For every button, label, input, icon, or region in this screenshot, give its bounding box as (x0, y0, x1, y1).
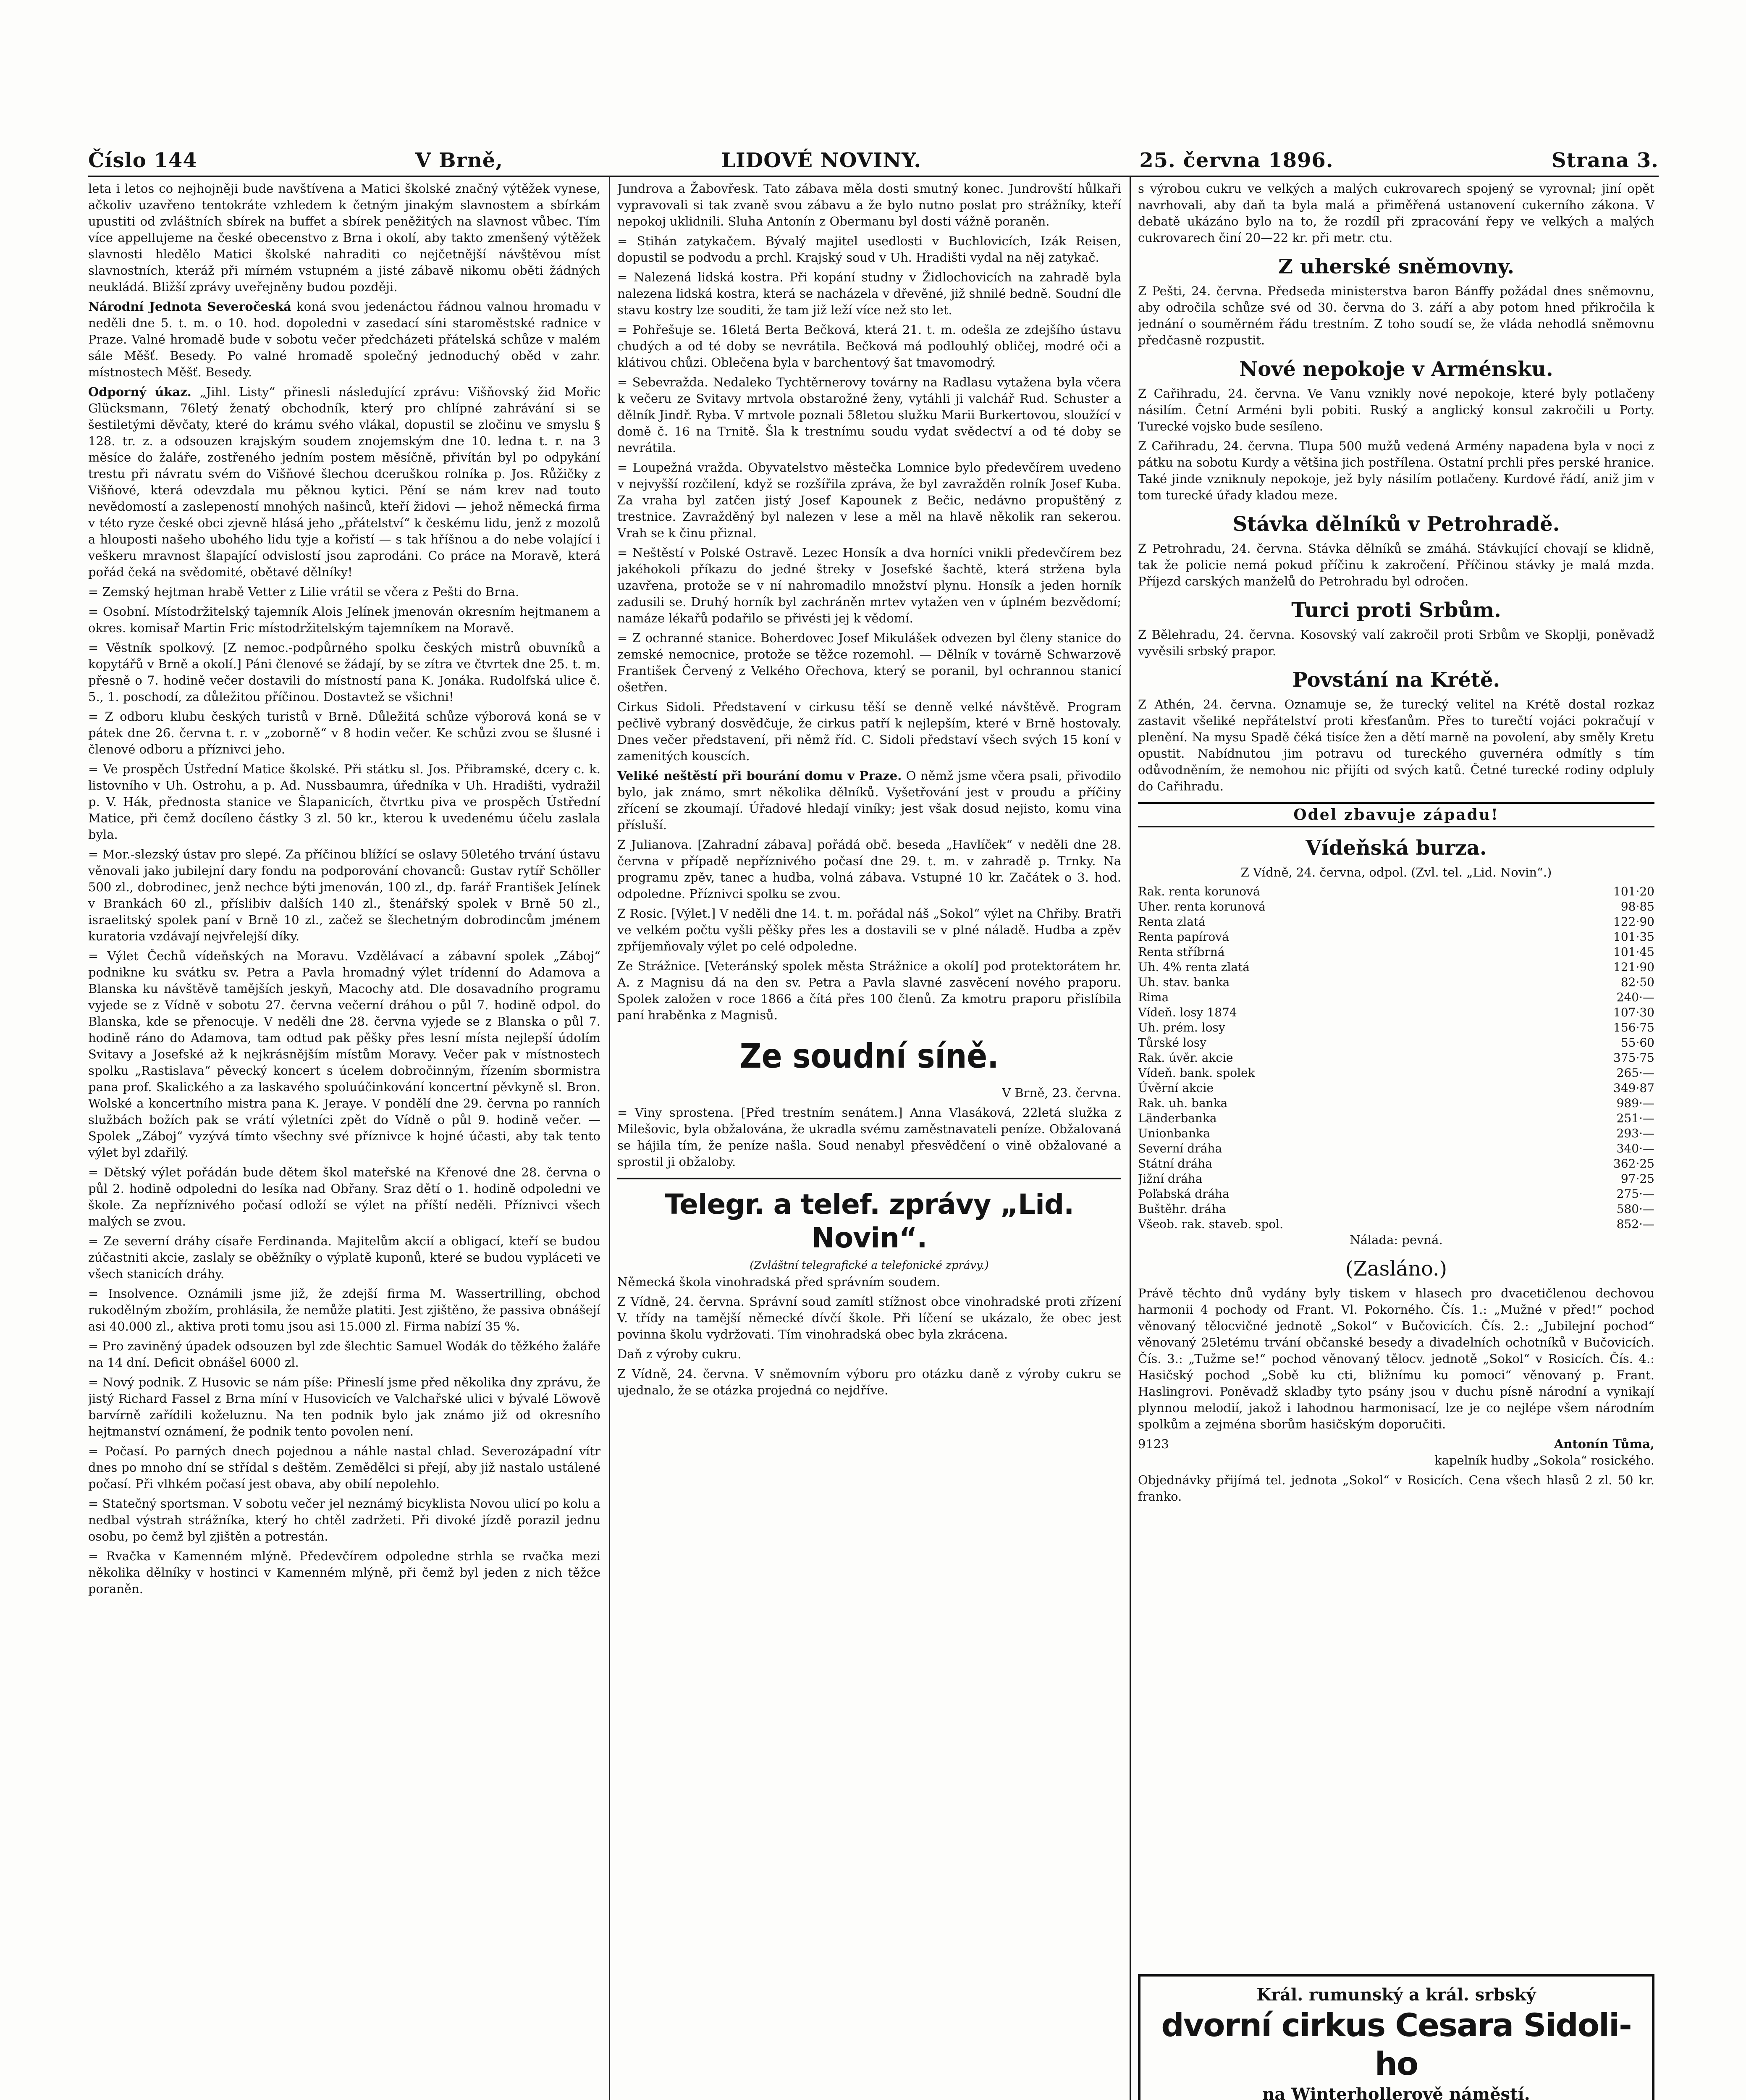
market-row (1138, 945, 1654, 960)
newspaper-title: LIDOVÉ NOVINY. (721, 149, 921, 172)
article-zatykac: = Stihán zatykačem. Bývalý majitel usedlosti v Buchlovicích, Izák Reisen, dopustil se podvodu a prchl. Krajský soud v Uh. Hradišti vydal na něj zatykač. (617, 234, 1121, 265)
article-pochody: Právě těchto dnů vydány byly tiskem v hlasech pro dvacetičlenou dechovou harmonii 4 pochody od Frant. Vl. Pokorného. Čís. 1.: „Mužné v před!“ pochod věnovaný tělocvičné jednotě „Sokol“ v Bučovicích. Čís. 2.: „Jubilejní pochod“ věnovaný 25letému trvání občanské besedy a divadelních ochotníků v Bučovicích. Čís. 3.: „Tužme se!“ pochod věnovaný tělocv. jednotě „Sokol“ v Rosicích. Čís. 4.: Hasičský pochod „Sobě ku cti, bližnímu ku pomoci“ věnovaný p. Frant. Haslingrovi. Poněvadž skladby tyto psány jsou v duchu písně národní a vynikají plynnou melodií, jakož i lahodnou harmonisací, lze je co nejlépe všem národním spolkům a zejména sborům hasičským doporučiti. (1138, 1286, 1654, 1431)
heading-turci-srbum: Turci proti Srbům. (1291, 598, 1501, 622)
article-rvacka: = Rvačka v Kamenném mlýně. Předevčírem odpoledne strhla se rvačka mezi několika dělníky v hostinci v Kamenném mlýně, při čemž byl jeden z nich těžce poraněn. (88, 1549, 600, 1596)
article-jundrov: Jundrova a Žabovřesk. Tato zábava měla dosti smutný konec. Jundrovští hůlkaři vypravovali si tak zvaně svou zábavu a že bylo nutno poslat pro strážníky, kteří nepokoj uklidnili. Sluha Antonín z Obermanu byl dosti vážně poraněn. (617, 181, 1121, 228)
article-uherska-snemovna: Z Pešti, 24. června. Předseda ministerstva baron Bánffy požádal dnes sněmovnu, aby odročila schůze své od 30. června do 3. září a aby potom hned přikročila k jednání o souměrném řádu trestním. Z toho soudí se, že vláda nehodlá sněmovnu předčasně rozpustit. (1138, 284, 1654, 347)
column-3 (1138, 181, 1654, 1966)
article-cukr-pokr: s výrobou cukru ve velkých a malých cukrovarech spojený se vyrovnal; jiní opět navrhovali, aby daň ta byla malá a přiměřená ustanovení cukerního zákona. V debatě ukázáno bylo na to, že rozdíl při zpracování řepy ve velkých a malých cukrovarech činí 20—22 kr. při metr. ctu. (1138, 181, 1654, 245)
column-divider-1 (609, 176, 610, 2100)
market-security-price: 156·75 (1613, 1021, 1654, 1034)
market-security-price: 375·75 (1613, 1051, 1654, 1065)
article-ochranna-stanice: = Z ochranné stanice. Boherdovec Josef Mikulášek odvezen byl členy stanice do zemské nemocnice, protože se těžce rozemohl. — Dělník v továrně Schwarzově František Červený z Velkého Ořechova, který se poranil, byl ochrannou stanicí ošetřen. (617, 631, 1121, 694)
market-security-price: 121·90 (1613, 960, 1654, 974)
market-note: Nálada: pevná. (1350, 1233, 1443, 1247)
market-security-name: Severní dráha (1138, 1142, 1222, 1155)
market-row (1138, 899, 1654, 914)
market-row (1138, 975, 1654, 990)
market-security-name: Uh. stav. banka (1138, 975, 1230, 989)
market-security-name: Uh. prém. losy (1138, 1021, 1225, 1034)
market-security-price: 349·87 (1613, 1081, 1654, 1095)
market-row (1138, 1171, 1654, 1186)
market-security-name: Renta papírová (1138, 930, 1229, 944)
article-pocasi: = Počasí. Po parných dnech pojednou a náhle nastal chlad. Severozápadní vítr dnes po mnoho dní se střídal s deštěm. Zemědělci si přejí, aby již nastalo ustálené počasí. Při vlhkém počasí jest obava, aby obilí nepolehlo. (88, 1444, 600, 1491)
market-row (1138, 1020, 1654, 1035)
article-dan-cukru: Z Vídně, 24. června. V sněmovním výboru pro otázku daně z výroby cukru se ujednalo, že se otázka projedná co nejdříve. (617, 1367, 1121, 1397)
article-straznice: Ze Strážnice. [Veteránský spolek města Strážnice a okolí] pod protektorátem hr. A. z Magnisu dá na den sv. Petra a Pavla slavné zasvěcení nového praporu. Spolek založen v roce 1866 a čítá přes 100 členů. Za kmotru praporu přislíbila paní hraběnka z Magnisů. (617, 959, 1121, 1022)
market-row (1138, 884, 1654, 899)
article-upadek: = Pro zaviněný úpadek odsouzen byl zde šlechtic Samuel Wodák do těžkého žaláře na 14 dní. Deficit obnášel 6000 zl. (88, 1339, 600, 1370)
article-osobni: = Osobní. Místodržitelský tajemník Alois Jelínek jmenován okresním hejtmanem a okres. komisař Martin Fric místodržitelským tajemníkem na Moravě. (88, 604, 600, 635)
market-row (1138, 1035, 1654, 1050)
market-security-price: 362·25 (1613, 1157, 1654, 1171)
market-security-price: 989·— (1616, 1096, 1654, 1110)
article-stavka: Z Petrohradu, 24. června. Stávka dělníků se zmáhá. Stávkující chovají se klidně, tak že policie nemá pokud příčinu k zakročení. Příčinou stávky je malá mzda. Příjezd carských manželů do Petrohradu byl odročen. (1138, 541, 1654, 588)
circus-advertisement (1138, 1974, 1654, 2100)
column-divider-2 (1130, 176, 1131, 2100)
article-sebevrazda: = Sebevražda. Nedaleko Tychtěrnerovy továrny na Radlasu vytažena byla včera k večeru ze Svitavy mrtvola obstarožné ženy, vytáhli ji valchář Rud. Schuster a dělník Jindř. Ryba. V mrtvole poznali 58letou služku Marii Burkertovou, sloužící v domě č. 16 na Trnitě. Šla k trestnímu soudu vydat svědectví a od té doby se nevrátila. (617, 375, 1121, 455)
signature-role: kapelník hudby „Sokola“ rosického. (1434, 1453, 1654, 1467)
article-turiste: = Z odboru klubu českých turistů v Brně. Důležitá schůze výborová koná se v pátek dne 26. června t. r. v „zoborně“ v 8 hodin večer. Ke schůzi zvou se šlusné i členové odboru a příznivci jeho. (88, 709, 600, 756)
market-table (1138, 884, 1654, 1232)
article-matice: leta i letos co nejhojněji bude navštívena a Matici školské značný výtěžek vynese, ačkoliv uzavřeno tentokráte vzhledem k četným jinakým slavnostem a sbírkám upustiti od zvláštních sbírek na buffet a sbírek peněžitých na slavnost vůbec. Tím více appellujeme na české obecenstvo z Brna i okolí, aby takto zmenšený výtěžek slavnosti hledělo Matici školské nahraditi co nejčetnější návštěvou míst slavnostních, kteráž při mírném vstupném a jisté zábavě nikomu oběti žádných neukládá. Bližší zprávy uveřejněny budou později. (88, 181, 600, 294)
article-ustav-slepe: = Mor.-slezský ústav pro slepé. Za příčinou blížící se oslavy 50letého trvání ústavu věnovali jako jubilejní dary fondu na podporování chovanců: Gustav rytíř Schöller 500 zl., dobrodinec, jenž nechce býti jmenován, 100 zl., dp. farář František Jelínek v Brankách 60 zl., příslibiv dalších 140 zl., štenářský spolek v Brně 50 zl., israelitský spolek paní v Brně 10 zl., začež se šlechetným dobrodincům jménem kuratoria vzdávají nejvřelejší díky. (88, 847, 600, 943)
market-security-price: 122·90 (1613, 915, 1654, 929)
market-row (1138, 1186, 1654, 1202)
heading-dan-cukru: Daň z výroby cukru. (617, 1347, 742, 1361)
article-julianov: Z Julianova. [Zahradní zábava] pořádá obč. beseda „Havlíček“ v neděli dne 28. června v případě nepříznivého počasí dne 29. t. m. v zahradě p. Trnky. Na programu zpěv, tanec a hudba, volná zábava. Vstupné 10 kr. Začátek o 3. hod. odpoledne. Příznivci spolku se zvou. (617, 837, 1121, 901)
market-security-name: Renta zlatá (1138, 915, 1206, 929)
article-hejtman: = Zemský hejtman hrabě Vetter z Lilie vrátil se včera z Pešti do Brna. (88, 585, 519, 599)
market-security-price: 265·— (1616, 1066, 1654, 1080)
market-row (1138, 914, 1654, 929)
market-security-name: Uher. renta korunová (1138, 900, 1266, 914)
article-kostra: = Nalezená lidská kostra. Při kopání studny v Židlochovicích na zahradě byla nalezena lidská kostra, která se nacházela v dřevěné, již shnilé bedně. Soudní dle stavu kostry lze souditi, že tam již leží více než sto let. (617, 270, 1121, 317)
market-security-price: 107·30 (1613, 1005, 1654, 1019)
article-bourani: Veliké neštěstí při bourání domu v Praze. O němž jsme včera psali, přivodilo bylo, jak známo, smrt několika dělníků. Vyšetřování jest v proudu a příčiny zřícení se zkoumají. Úřadové hledají viníky; jest však dosud nejisto, komu vina přísluší. (617, 769, 1121, 832)
article-prospech-matice: = Ve prospěch Ústřední Matice školské. Při státku sl. Jos. Přibramské, dcery c. k. listovního v Uh. Ostrohu, a p. Ad. Nussbaumra, úředníka v Uh. Hradišti, vydražil p. V. Hák, přednosta stanice ve Šlapanicích, čtvrtku piva ve prospěch Ústřední Matice, při čemž docíleno částky 3 zl. 50 kr., kterou k uvedenému účelu zaslala byla. (88, 762, 600, 842)
section-rule (617, 1178, 1121, 1179)
market-security-price: 101·35 (1613, 930, 1654, 944)
ad-circus-name: dvorní cirkus Cesara Sidoli-ho (1161, 2006, 1631, 2082)
article-viny-sprostena: = Viny sprostena. [Před trestním senátem.] Anna Vlasáková, 22letá služka z Milešovic, byla obžalována, že ukradla svému zaměstnavateli peníze. Obžalovaná se hájila tím, že peníze našla. Soud nenabyl přesvědčení o vině obžalované a sprostil ji obžaloby. (617, 1105, 1121, 1169)
article-armensko-2: Z Cařihradu, 24. června. Tlupa 500 mužů vedená Armény napadena byla v noci z pátku na sobotu Kurdy a většina jich postřílena. Ostatní prchli přes perské hranice. Také jinde vzniknuly nepokoje, jež byly násilím potlačeny. Kurdové řádí, aniž jim v tom turecké úřady kladou meze. (1138, 439, 1654, 502)
market-security-price: 55·60 (1620, 1036, 1654, 1050)
market-security-name: Úvěrní akcie (1138, 1081, 1214, 1095)
article-kreta: Z Athén, 24. června. Oznamuje se, že turecký velitel na Krétě dostal rozkaz zastavit všeliké nepřátelství proti křesťanům. Přes to turečtí vojáci pokračují v plenění. Na mysu Spadě čéká tisíce žen a dětí marně na povolení, aby směly Kretu opustit. Nabídnutou jim potravu od tureckého guvernéra odmítly s tím odůvodněním, že nemohou nic přijíti od svých katů. Četné turecké rodiny odpluly do Cařihradu. (1138, 697, 1654, 793)
heading-nemecka-skola: Německá škola vinohradská před správním soudem. (617, 1275, 940, 1289)
market-security-price: 240·— (1616, 990, 1654, 1004)
heading-kreta: Povstání na Krétě. (1292, 668, 1500, 692)
masthead (88, 139, 1659, 172)
market-row (1138, 929, 1654, 945)
issue-date: 25. června 1896. (1139, 149, 1334, 172)
section-court-heading: Ze soudní síně. (739, 1037, 999, 1076)
market-row (1138, 990, 1654, 1005)
article-vylet-cechu: = Výlet Čechů vídeňských na Moravu. Vzdělávací a zábavní spolek „Záboj“ podnikne ku svátku sv. Petra a Pavla hromadný výlet trídenní do Adamova a Blanska ku návštěvě tamějších jeskyň, Macochy atd. Dle dosavadního programu vyjede se z Vídně v sobotu 27. června večerní dráhou o půl 7. hodině odpol. do Blanska, kde se přenocuje. V neděli dne 28. června vyjede se z Blanska o půl 7. hodině ráno do Adamova, tam odtud pak pěšky přes lesní místa nejlepší údolím Svitavy a Josefské až k nejkrásnějším místům Moravy. Večer pak v místnostech spolku „Rastislava“ pěvecký koncert s úcelem dobročinným, řízením sbormistra pana prof. Skalického a za laskavého spoluúčinkování koncertní pěvkyně sl. Bron. Wolské a koncertního mistra pana K. Jeraye. V pondělí dne 29. června po ranních službách božích pak se vrátí výletníci zpět do Vídně o půl 9. hodině večer. — Spolek „Záboj“ vyzývá tímto všechny své příznivce k hojné účasti, aby tak tento výlet byl zdařilý. (88, 949, 600, 1160)
market-row (1138, 960, 1654, 975)
article-pohresuje: = Pohřešuje se. 16letá Berta Bečková, která 21. t. m. odešla ze zdejšího ústavu chudých a od té doby se nevrátila. Bečková má podlouhlý obličej, modré oči a klátivou chůzi. Oblečena byla v barchentový šat tmavomodrý. (617, 323, 1121, 370)
market-security-price: 101·20 (1613, 885, 1654, 898)
heading-zaslano: (Zasláno.) (1345, 1257, 1447, 1281)
market-row (1138, 1141, 1654, 1156)
signature-number: 9123 (1138, 1437, 1169, 1451)
article-detsky-vylet: = Dětský výlet pořádán bude dětem škol mateřské na Křenové dne 28. června o půl 2. hodině odpoledni do lesíka nad Obřany. Sraz dětí o 1. hodině odpoledni ve škole. Za nepříznivého počasí odloží se výlet na příští neděli. Příznivci všech malých se zvou. (88, 1165, 600, 1228)
market-row (1138, 1005, 1654, 1020)
heading-armensko: Nové nepokoje v Arménsku. (1239, 357, 1553, 381)
market-security-name: Unionbanka (1138, 1126, 1210, 1140)
article-nestesti-ostrava: = Neštěstí v Polské Ostravě. Lezec Honsík a dva horníci vnikli předevčírem bez jakéhokoli příkazu do jedné štreky v Josefské šachtě, která stržena byla uzavřena, protože se v ní nahromadilo množství plynu. Honsík a jeden horník zadusili se. Druhý horník byl zachráněn mrtev vytažen ven v úplném bezvědomí; namáze lékařů podařilo se přivésti jej k vědomí. (617, 546, 1121, 625)
market-row (1138, 1096, 1654, 1111)
telegraph-subtitle: (Zvláštní telegrafické a telefonické zprávy.) (750, 1259, 989, 1272)
market-row (1138, 1126, 1654, 1141)
article-cirkus: Cirkus Sidoli. Představení v cirkusu těší se denně velké návštěvě. Program pečlivě vybraný dosvědčuje, že cirkus patří k nejlepším, které v Brně hostovaly. Dnes večer představení, při němž říd. C. Sidoli představí všech svých 15 koní v zamenitých kouscích. (617, 700, 1121, 763)
heading-burza: Vídeňská burza. (1306, 836, 1487, 860)
market-security-price: 852·— (1616, 1217, 1654, 1231)
market-security-price: 101·45 (1613, 945, 1654, 959)
market-row (1138, 1050, 1654, 1066)
market-security-name: Renta stříbrná (1138, 945, 1225, 959)
market-security-name: Rak. renta korunová (1138, 885, 1260, 898)
market-security-name: Rak. úvěr. akcie (1138, 1051, 1233, 1065)
market-security-name: Poľabská dráha (1138, 1187, 1230, 1201)
market-security-price: 251·— (1616, 1111, 1654, 1125)
article-rosice: Z Rosic. [Výlet.] V neděli dne 14. t. m. pořádal náš „Sokol“ výlet na Chřiby. Bratři ve velkém počtu vyšli pěšky přes les a dostavili se v plné náladě. Hudba a zpěv zpříjemňovaly výlet po celé odpoledne. (617, 906, 1121, 953)
article-severni-draha: = Ze severní dráhy císaře Ferdinanda. Majitelům akcií a obligací, kteří se budou zúčastniti akcie, zaslaly se oběžníky o výplatě kuponů, které se budou vypláceti ve všech stanicích dráhy. (88, 1234, 600, 1281)
market-row (1138, 1217, 1654, 1232)
issue-number: Číslo 144 (88, 149, 197, 172)
column-1 (88, 181, 600, 2100)
market-security-price: 275·— (1616, 1187, 1654, 1201)
article-novy-podnik: = Nový podnik. Z Husovic se nám píše: Přineslí jsme před několika dny zprávu, že jistý Richard Fassel z Brna míní v Husovicích ve Valchařské ulici v bývalé Löwově barvírně zařídili koželuznu. Na ten podnik bylo jak známo již od okresního hejtmanství oznámení, že podnik tento povolen není. (88, 1375, 600, 1438)
market-security-name: Rima (1138, 990, 1169, 1004)
article-objednavky: Objednávky přijímá tel. jednota „Sokol“ v Rosicích. Cena všech hlasů 2 zl. 50 kr. franko. (1138, 1473, 1654, 1504)
section-telegraph-heading: Telegr. a telef. zprávy „Lid. Novin“. (664, 1188, 1074, 1254)
city: V Brně, (415, 149, 503, 172)
market-security-name: Uh. 4% renta zlatá (1138, 960, 1250, 974)
article-nemecka-skola: Z Vídně, 24. června. Správní soud zamítl stížnost obce vinohradské proti zřízení V. třídy na tamější německé dívčí škole. Při líčení se ukázalo, že obec jest povinna školu vydržovati. Tím vinohradská obec byla zkrácena. (617, 1294, 1121, 1341)
market-security-price: 580·— (1616, 1202, 1654, 1216)
article-sportsman: = Statečný sportsman. V sobotu večer jel neznámý bicyklista Novou ulicí po kolu a nedbal výstrah strážníka, který ho chtěl zadržeti. Při divoké jízdě porazil jednu osobu, po čemž byl zjištěn a potrestán. (88, 1496, 600, 1544)
article-odporny-ukaz: Odporný úkaz. „Jihl. Listy“ přinesli následující zprávu: Višňovský žid Mořic Glücksmann, 76letý ženatý obchodník, který pro chlípné zahrávání si se šestiletými děvčaty, které do krámu svého vlákal, dopustil se zločinu ve smyslu § 128. tr. z. a odsouzen krajským soudem znojemským dne 10. ledna t. r. na 3 měsíce do žaláře, zostřeného jedním postem měsíčně, přivítán byl po odpykání trestu při návratu svém do Višňové šlechou dceruškou rolníka p. Jos. Růžičky z Višňové, která odevzdala mu pěknou kytici. Pění se nám krev nad touto nevědomostí a zaslepeností mnohých našinců, kteří židovi — jehož německá firma v této ryze české obci zjevně hlásá jeho „přátelství“ k českému lidu, jenž z mozolů a hlouposti našeho ubohého lidu tyje a kořistí — s tak hříšnou a do nebe volající i veškeru mravnost šlapající odvislostí jsou zaprodáni. Co práce na Moravě, která pořád čeká na svědomité, obětavé dělníky! (88, 385, 600, 579)
market-security-name: Státní dráha (1138, 1157, 1212, 1171)
heading-odel-zbavuje: Odel zbavuje západu! (1138, 802, 1654, 827)
signature-block (1138, 1436, 1654, 1469)
market-security-price: 98·85 (1620, 900, 1654, 914)
market-row (1138, 1111, 1654, 1126)
burza-date: Z Vídně, 24. června, odpol. (Zvl. tel. „Lid. Novin“.) (1240, 865, 1552, 879)
market-security-name: Všeob. rak. staveb. spol. (1138, 1217, 1284, 1231)
market-security-name: Tůrské losy (1138, 1036, 1206, 1050)
ad-location: na Winterhollerově náměstí. (1262, 2084, 1530, 2100)
article-jednota: Národní Jednota Severočeská koná svou jedenáctou řádnou valnou hromadu v neděli dne 5. t. m. o 10. hod. dopoledni v zasedací síni staroměstské radnice v Praze. Valné hromadě bude v sobotu večer předcházeti přátelská schůze v malém sále Měšť. Besedy. Po valné hromadě společný jednoduchý oběd v zahr. místnostech Měšť. Besedy. (88, 299, 600, 379)
market-row (1138, 1081, 1654, 1096)
market-row (1138, 1156, 1654, 1171)
column-2 (617, 181, 1121, 2100)
market-security-price: 340·— (1616, 1142, 1654, 1155)
page-number: Strana 3. (1551, 149, 1659, 172)
market-security-price: 293·— (1616, 1126, 1654, 1140)
court-date: V Brně, 23. června. (1002, 1086, 1121, 1100)
article-insolvence: = Insolvence. Oznámili jsme již, že zdejší firma M. Wassertrilling, obchod rukodělným zbožím, prohlásila, že nemůže platiti. Jest zjištěno, že passiva obnášejí asi 40.000 zl., aktiva proti tomu jsou asi 15.000 zl. Firma nabízí 35 %. (88, 1286, 600, 1334)
market-security-name: Länderbanka (1138, 1111, 1217, 1125)
article-loupezna-vrazda: = Loupežná vražda. Obyvatelstvo městečka Lomnice bylo předevčírem uvedeno v nejvyšší rozčilení, když se rozšířila zpráva, že byl zavražděn rolník Josef Kuba. Za vraha byl zatčen jistý Josef Kapounek z Bečic, nedávno propuštěný z trestnice. Zavražděný byl nalezen v lese a měl na hlavě několik ran sekerou. Vrah se k činu přiznal. (617, 460, 1121, 540)
market-security-name: Jižní dráha (1138, 1172, 1203, 1186)
article-vestnik: = Věstník spolkový. [Z nemoc.-podpůrného spolku českých mistrů obuvníků a kopytářů v Brně a okolí.] Páni členové se žádají, by se zítra ve čtvrtek dne 25. t. m. přesně o 7. hodině večer dostavili do místností pana K. Jonáka. Rudolfská ulice č. 5., 1. poschodí, za důležitou příčinou. Dostavtež se všichni! (88, 640, 600, 704)
market-row (1138, 1202, 1654, 1217)
market-security-price: 82·50 (1620, 975, 1654, 989)
heading-stavka: Stávka dělníků v Petrohradě. (1232, 512, 1560, 536)
market-security-name: Vídeň. losy 1874 (1138, 1005, 1237, 1019)
article-armensko-1: Z Cařihradu, 24. června. Ve Vanu vznikly nové nepokoje, které byly potlačeny násilím. Četní Arméni byli pobiti. Ruský a anglický konsul zakročili u Porty. Turecké vojsko bude sesíleno. (1138, 386, 1654, 433)
header-rule (88, 176, 1659, 177)
market-security-name: Buštěhr. dráha (1138, 1202, 1226, 1216)
signature-name: Antonín Tůma, (1554, 1437, 1654, 1451)
market-security-price: 97·25 (1620, 1172, 1654, 1186)
article-turci-srbum: Z Bělehradu, 24. června. Kosovský valí zakročil proti Srbům ve Skoplji, poněvadž vyvěsili srbský prapor. (1138, 627, 1654, 658)
heading-uherska-snemovna: Z uherské sněmovny. (1278, 255, 1515, 278)
ad-line-royal: Král. rumunský a král. srbský (1256, 1985, 1536, 2005)
market-security-name: Rak. uh. banka (1138, 1096, 1228, 1110)
market-security-name: Vídeň. bank. spolek (1138, 1066, 1255, 1080)
market-row (1138, 1066, 1654, 1081)
